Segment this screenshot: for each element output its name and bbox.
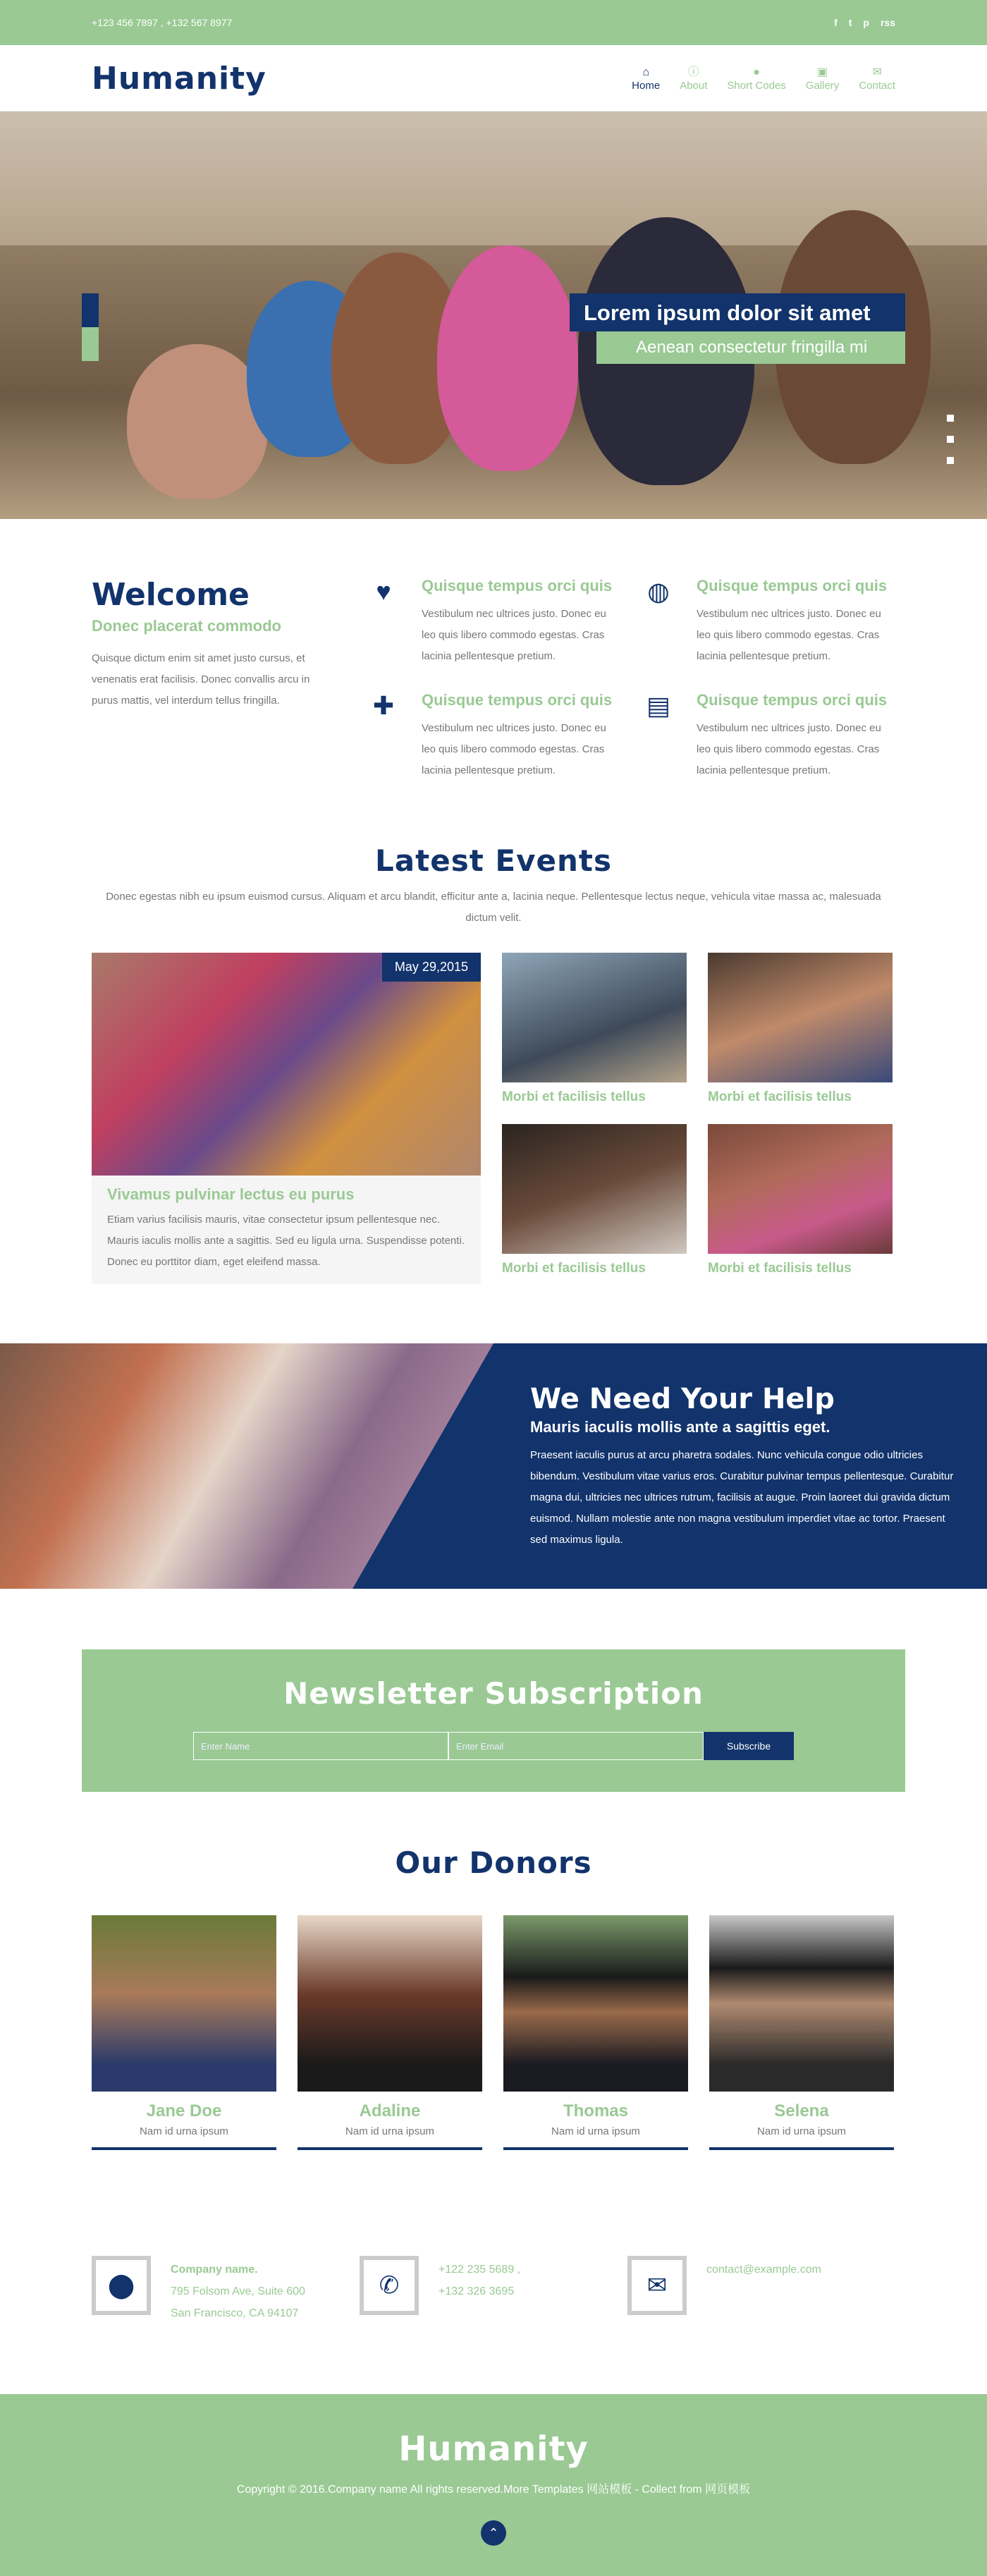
- donors-section: [0, 1792, 987, 2150]
- avatar: [503, 1915, 688, 2092]
- phone-numbers: +123 456 7897 , +132 567 8977: [92, 17, 233, 28]
- featured-event-text: Etiam varius facilisis mauris, vitae consectetur ipsum pellentesque nec. Mauris iaculis mollis ante a sagittis. Sed eu ligula urna. Suspendisse potenti. Donec eu porttitor diam, eget eleifend massa.: [107, 1214, 465, 1268]
- nav-short-codes[interactable]: [727, 66, 785, 92]
- address-line: 795 Folsom Ave, Suite 600: [171, 2285, 305, 2297]
- facebook-icon[interactable]: f: [834, 17, 838, 28]
- hero-subtitle: Aenean consectetur fringilla mi: [596, 331, 905, 364]
- events-section: [0, 829, 987, 1284]
- nav-label: Short Codes: [727, 79, 786, 92]
- help-title: We Need Your Help: [530, 1383, 835, 1415]
- nav-label: Contact: [859, 79, 895, 92]
- scroll-top-button[interactable]: [481, 2520, 506, 2546]
- main-nav: [632, 66, 895, 92]
- help-section: [0, 1343, 987, 1589]
- newsletter-section: [82, 1649, 905, 1792]
- welcome-section: [0, 519, 987, 829]
- nav-contact[interactable]: [859, 66, 895, 92]
- twitter-icon[interactable]: t: [848, 17, 852, 28]
- briefcase-icon: ▤: [646, 691, 670, 720]
- map-pin-icon: ⬤: [92, 2256, 151, 2315]
- envelope-icon: ✉: [872, 66, 882, 78]
- contact-address: [92, 2256, 360, 2324]
- home-icon: ⌂: [642, 66, 650, 78]
- pinterest-icon[interactable]: p: [863, 17, 869, 28]
- event-cards: [502, 953, 893, 1284]
- social-links: [834, 17, 895, 28]
- slider-dot[interactable]: [947, 436, 954, 443]
- nav-label: Home: [632, 79, 661, 92]
- newsletter-form: [82, 1732, 905, 1760]
- donor-name: Thomas: [563, 2101, 628, 2120]
- site-footer: [0, 2394, 987, 2576]
- donor-name: Selena: [774, 2101, 829, 2120]
- donor-role: Nam id urna ipsum: [140, 2125, 228, 2137]
- featured-event-image: [92, 953, 481, 1176]
- event-title[interactable]: Morbi et facilisis tellus: [502, 1089, 646, 1104]
- feature-item: [367, 577, 642, 667]
- hero-accent-bars: [82, 293, 99, 361]
- hero-title: Lorem ipsum dolor sit amet: [570, 293, 905, 331]
- event-title[interactable]: Morbi et facilisis tellus: [502, 1261, 646, 1276]
- featured-event[interactable]: [92, 953, 481, 1284]
- event-card[interactable]: [708, 1124, 893, 1284]
- event-title[interactable]: Morbi et facilisis tellus: [708, 1261, 852, 1276]
- feature-item: [367, 691, 642, 781]
- contact-email: [627, 2256, 895, 2324]
- chevron-up-icon: ⌃: [488, 2526, 499, 2540]
- email-link[interactable]: contact@example.com: [706, 2264, 821, 2276]
- events-grid: [92, 953, 895, 1284]
- nav-about[interactable]: [680, 66, 707, 92]
- help-text: Praesent iaculis purus at arcu pharetra sodales. Nunc vehicula congue odio ultricies bibendum. Vestibulum vitae varius eros. Curabitur pulvinar tempus pellentesque. Curabitur magna dui, ultricies nec ultrices rutrum, facilisis at augue. Proin laoreet dui gravida dictum euismod. Nullam molestie ante non magna vestibulum imperdiet vitae ac tortor. Praesent sed maximus ligula.: [530, 1449, 954, 1546]
- site-header: [0, 45, 987, 111]
- hero-banner: [0, 111, 987, 519]
- welcome-title: Welcome: [92, 577, 250, 613]
- event-card[interactable]: [502, 1124, 687, 1284]
- hero-photo-child: [437, 245, 578, 471]
- plus-circle-icon: ✚: [372, 691, 395, 720]
- donor-name: Adaline: [359, 2101, 421, 2120]
- globe-icon: ◍: [647, 577, 670, 606]
- event-title[interactable]: Morbi et facilisis tellus: [708, 1089, 852, 1104]
- donor-role: Nam id urna ipsum: [345, 2125, 434, 2137]
- event-image: [502, 953, 687, 1082]
- nav-label: About: [680, 79, 708, 92]
- donor-card[interactable]: [298, 1915, 482, 2150]
- event-image: [708, 1124, 893, 1254]
- featured-event-title[interactable]: Vivamus pulvinar lectus eu purus: [107, 1185, 355, 1203]
- feature-title: Quisque tempus orci quis: [422, 691, 613, 709]
- hero-accent-bar: [82, 327, 99, 361]
- help-image: [0, 1343, 494, 1589]
- envelope-icon: ✉: [627, 2256, 687, 2315]
- events-lead: Donec egestas nibh eu ipsum euismod cursus. Aliquam et arcu blandit, efficitur ante a, lacinia neque. Pellentesque lectus neque, vehicula vitae massa ac, malesuada dictum velit.: [106, 891, 881, 924]
- nav-gallery[interactable]: [806, 66, 840, 92]
- subscribe-button[interactable]: Subscribe: [704, 1732, 794, 1760]
- event-image: [708, 953, 893, 1082]
- phone-icon: ✆: [360, 2256, 419, 2315]
- slider-dot[interactable]: [947, 415, 954, 422]
- event-card[interactable]: [502, 953, 687, 1113]
- avatar: [92, 1915, 276, 2092]
- avatar: [709, 1915, 894, 2092]
- features-grid: [367, 577, 895, 781]
- circle-icon: ●: [753, 66, 760, 78]
- feature-text: Vestibulum nec ultrices justo. Donec eu leo quis libero commodo egestas. Cras lacinia pellentesque pretium.: [422, 722, 606, 776]
- donor-list: [92, 1915, 895, 2150]
- phone-number: +122 235 5689 ,: [439, 2264, 521, 2276]
- feature-title: Quisque tempus orci quis: [697, 577, 888, 594]
- feature-item: [642, 577, 895, 667]
- hero-caption: [570, 293, 905, 364]
- donor-card[interactable]: [709, 1915, 894, 2150]
- contact-phone: [360, 2256, 627, 2324]
- feature-title: Quisque tempus orci quis: [422, 577, 613, 594]
- hero-accent-bar: [82, 293, 99, 327]
- welcome-intro: [92, 577, 367, 781]
- phone-number: +132 326 3695: [439, 2285, 515, 2297]
- slider-dot[interactable]: [947, 457, 954, 464]
- nav-label: Gallery: [805, 79, 840, 92]
- feature-text: Vestibulum nec ultrices justo. Donec eu leo quis libero commodo egestas. Cras lacinia pellentesque pretium.: [697, 608, 881, 662]
- nav-home[interactable]: [632, 66, 660, 92]
- copyright-text: Copyright © 2016.Company name All rights reserved.More Templates 网站模板 - Collect from 网页模板: [236, 2484, 751, 2496]
- feature-text: Vestibulum nec ultrices justo. Donec eu leo quis libero commodo egestas. Cras lacinia pellentesque pretium.: [422, 608, 606, 662]
- info-icon: ⓘ: [687, 66, 699, 78]
- rss-icon[interactable]: rss: [880, 17, 895, 28]
- name-input[interactable]: [193, 1732, 448, 1760]
- avatar: [298, 1915, 482, 2092]
- events-title: Latest Events: [375, 843, 612, 878]
- donor-name: Jane Doe: [146, 2101, 222, 2120]
- company-name: Company name.: [171, 2264, 258, 2276]
- help-subtitle: Mauris iaculis mollis ante a sagittis eget.: [530, 1418, 830, 1436]
- heart-icon: ♥: [376, 577, 391, 606]
- top-bar: [0, 0, 987, 45]
- feature-item: [642, 691, 895, 781]
- address-line: San Francisco, CA 94107: [171, 2307, 299, 2319]
- help-image-triangle: [352, 1343, 494, 1589]
- event-date-badge: May 29,2015: [382, 953, 481, 982]
- donor-card[interactable]: [503, 1915, 688, 2150]
- contact-section: [0, 2150, 987, 2394]
- donors-title: Our Donors: [395, 1845, 592, 1880]
- donor-card[interactable]: [92, 1915, 276, 2150]
- slider-dots: [947, 415, 954, 478]
- welcome-subtitle: Donec placerat commodo: [92, 617, 281, 635]
- image-icon: ▣: [816, 66, 828, 78]
- event-card[interactable]: [708, 953, 893, 1113]
- footer-logo[interactable]: Humanity: [398, 2429, 589, 2469]
- feature-text: Vestibulum nec ultrices justo. Donec eu leo quis libero commodo egestas. Cras lacinia pellentesque pretium.: [697, 722, 881, 776]
- event-image: [502, 1124, 687, 1254]
- email-input[interactable]: [448, 1732, 704, 1760]
- help-content: [494, 1343, 987, 1589]
- feature-title: Quisque tempus orci quis: [697, 691, 888, 709]
- donor-role: Nam id urna ipsum: [551, 2125, 640, 2137]
- newsletter-title: Newsletter Subscription: [283, 1676, 704, 1711]
- site-logo[interactable]: Humanity: [92, 60, 266, 97]
- welcome-text: Quisque dictum enim sit amet justo cursus, et venenatis erat facilisis. Donec convallis arcu in purus mattis, vel interdum tellus fringilla.: [92, 652, 310, 707]
- donor-role: Nam id urna ipsum: [757, 2125, 846, 2137]
